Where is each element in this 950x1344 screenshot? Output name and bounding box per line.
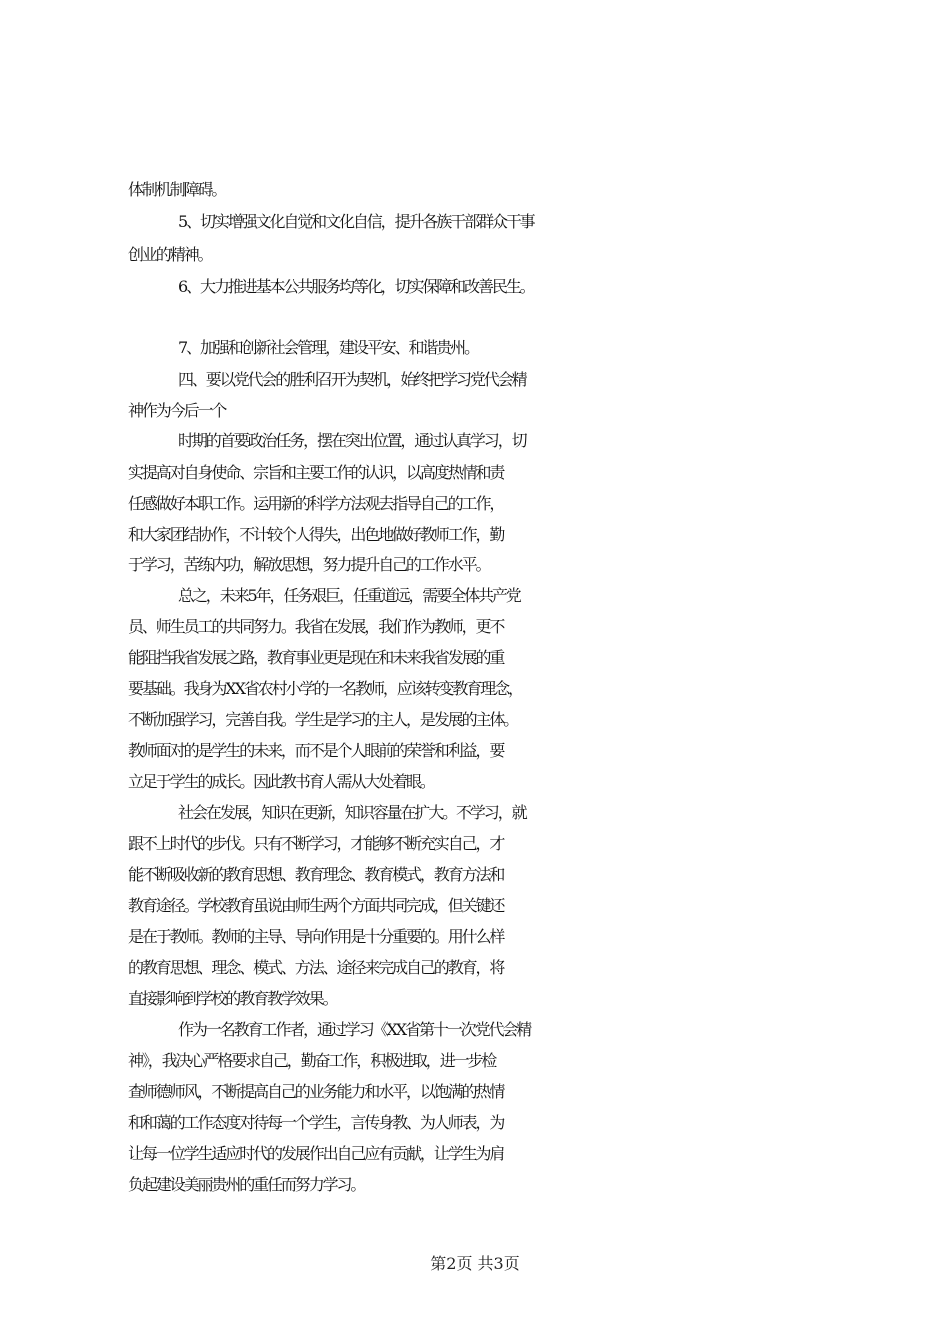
text-line: 立足于学生的成长。因此教书育人需从大处着眼。 <box>128 772 434 791</box>
text-line: 教育途径。学校教育虽说由师生两个方面共同完成，但关键还 <box>128 896 504 915</box>
text-line: 的教育思想、理念、模式、方法、途径来完成自己的教育，将 <box>128 958 504 977</box>
text-line: 能阻挡我省发展之路，教育事业更是现在和未来我省发展的重 <box>128 648 504 667</box>
text-line: 和大家团结协作，不计较个人得失，出色地做好教师工作，勤 <box>128 525 504 544</box>
text-line: 神作为今后一个 <box>128 401 226 420</box>
text-line: 员、师生员工的共同努力。我省在发展，我们作为教师，更不 <box>128 617 504 636</box>
text-line: 是在于教师。教师的主导、导向作用是十分重要的。用什么样 <box>128 927 504 946</box>
text-line: 时期的首要政治任务，摆在突出位置，通过认真学习，切 <box>178 431 526 450</box>
text-line: 创业的精神。 <box>128 245 212 264</box>
text-line: 总之，未来5年，任务艰巨，任重道远，需要全体共产党 <box>178 586 520 605</box>
text-line: 实提高对自身使命、宗旨和主要工作的认识，以高度热情和责 <box>128 463 504 482</box>
text-line: 能不断吸收新的教育思想、教育理念、教育模式，教育方法和 <box>128 865 504 884</box>
text-line: 作为一名教育工作者，通过学习《XX省第十一次党代会精 <box>178 1020 531 1039</box>
text-line: 直接影响到学校的教育教学效果。 <box>128 989 337 1008</box>
text-line: 社会在发展，知识在更新，知识容量在扩大。不学习，就 <box>178 803 526 822</box>
text-line: 神》，我决心严格要求自己，勤奋工作，积极进取，进一步检 <box>128 1051 496 1070</box>
text-line: 教师面对的是学生的未来，而不是个人眼前的荣誉和利益，要 <box>128 741 504 760</box>
text-line: 查师德师风，不断提高自己的业务能力和水平，以饱满的热情 <box>128 1082 504 1101</box>
text-line: 5、切实增强文化自觉和文化自信，提升各族干部群众干事 <box>178 212 534 231</box>
text-line: 不断加强学习，完善自我。学生是学习的主人，是发展的主体。 <box>128 710 518 729</box>
text-line: 跟不上时代的步伐。只有不断学习，才能够不断充实自己，才 <box>128 834 504 853</box>
text-line: 负起建设美丽贵州的重任而努力学习。 <box>128 1175 365 1194</box>
page-footer: 第2页 共3页 <box>430 1254 520 1273</box>
text-line: 让每一位学生适应时代的发展作出自己应有贡献，让学生为肩 <box>128 1144 504 1163</box>
text-line: 任感做好本职工作。运用新的科学方法观去指导自己的工作， <box>128 494 504 513</box>
text-line: 体制机制障碍。 <box>128 180 226 199</box>
text-line: 四、要以党代会的胜利召开为契机，始终把学习党代会精 <box>178 370 526 389</box>
text-line: 6、大力推进基本公共服务均等化，切实保障和改善民生。 <box>178 277 534 296</box>
text-line: 和和蔼的工作态度对待每一个学生，言传身教、为人师表，为 <box>128 1113 504 1132</box>
text-line: 于学习，苦练内功，解放思想，努力提升自己的工作水平。 <box>128 555 490 574</box>
text-line: 要基础。我身为XX省农村小学的一名教师，应该转变教育理念， <box>128 679 522 698</box>
text-line: 7、加强和创新社会管理，建设平安、和谐贵州。 <box>178 338 478 357</box>
